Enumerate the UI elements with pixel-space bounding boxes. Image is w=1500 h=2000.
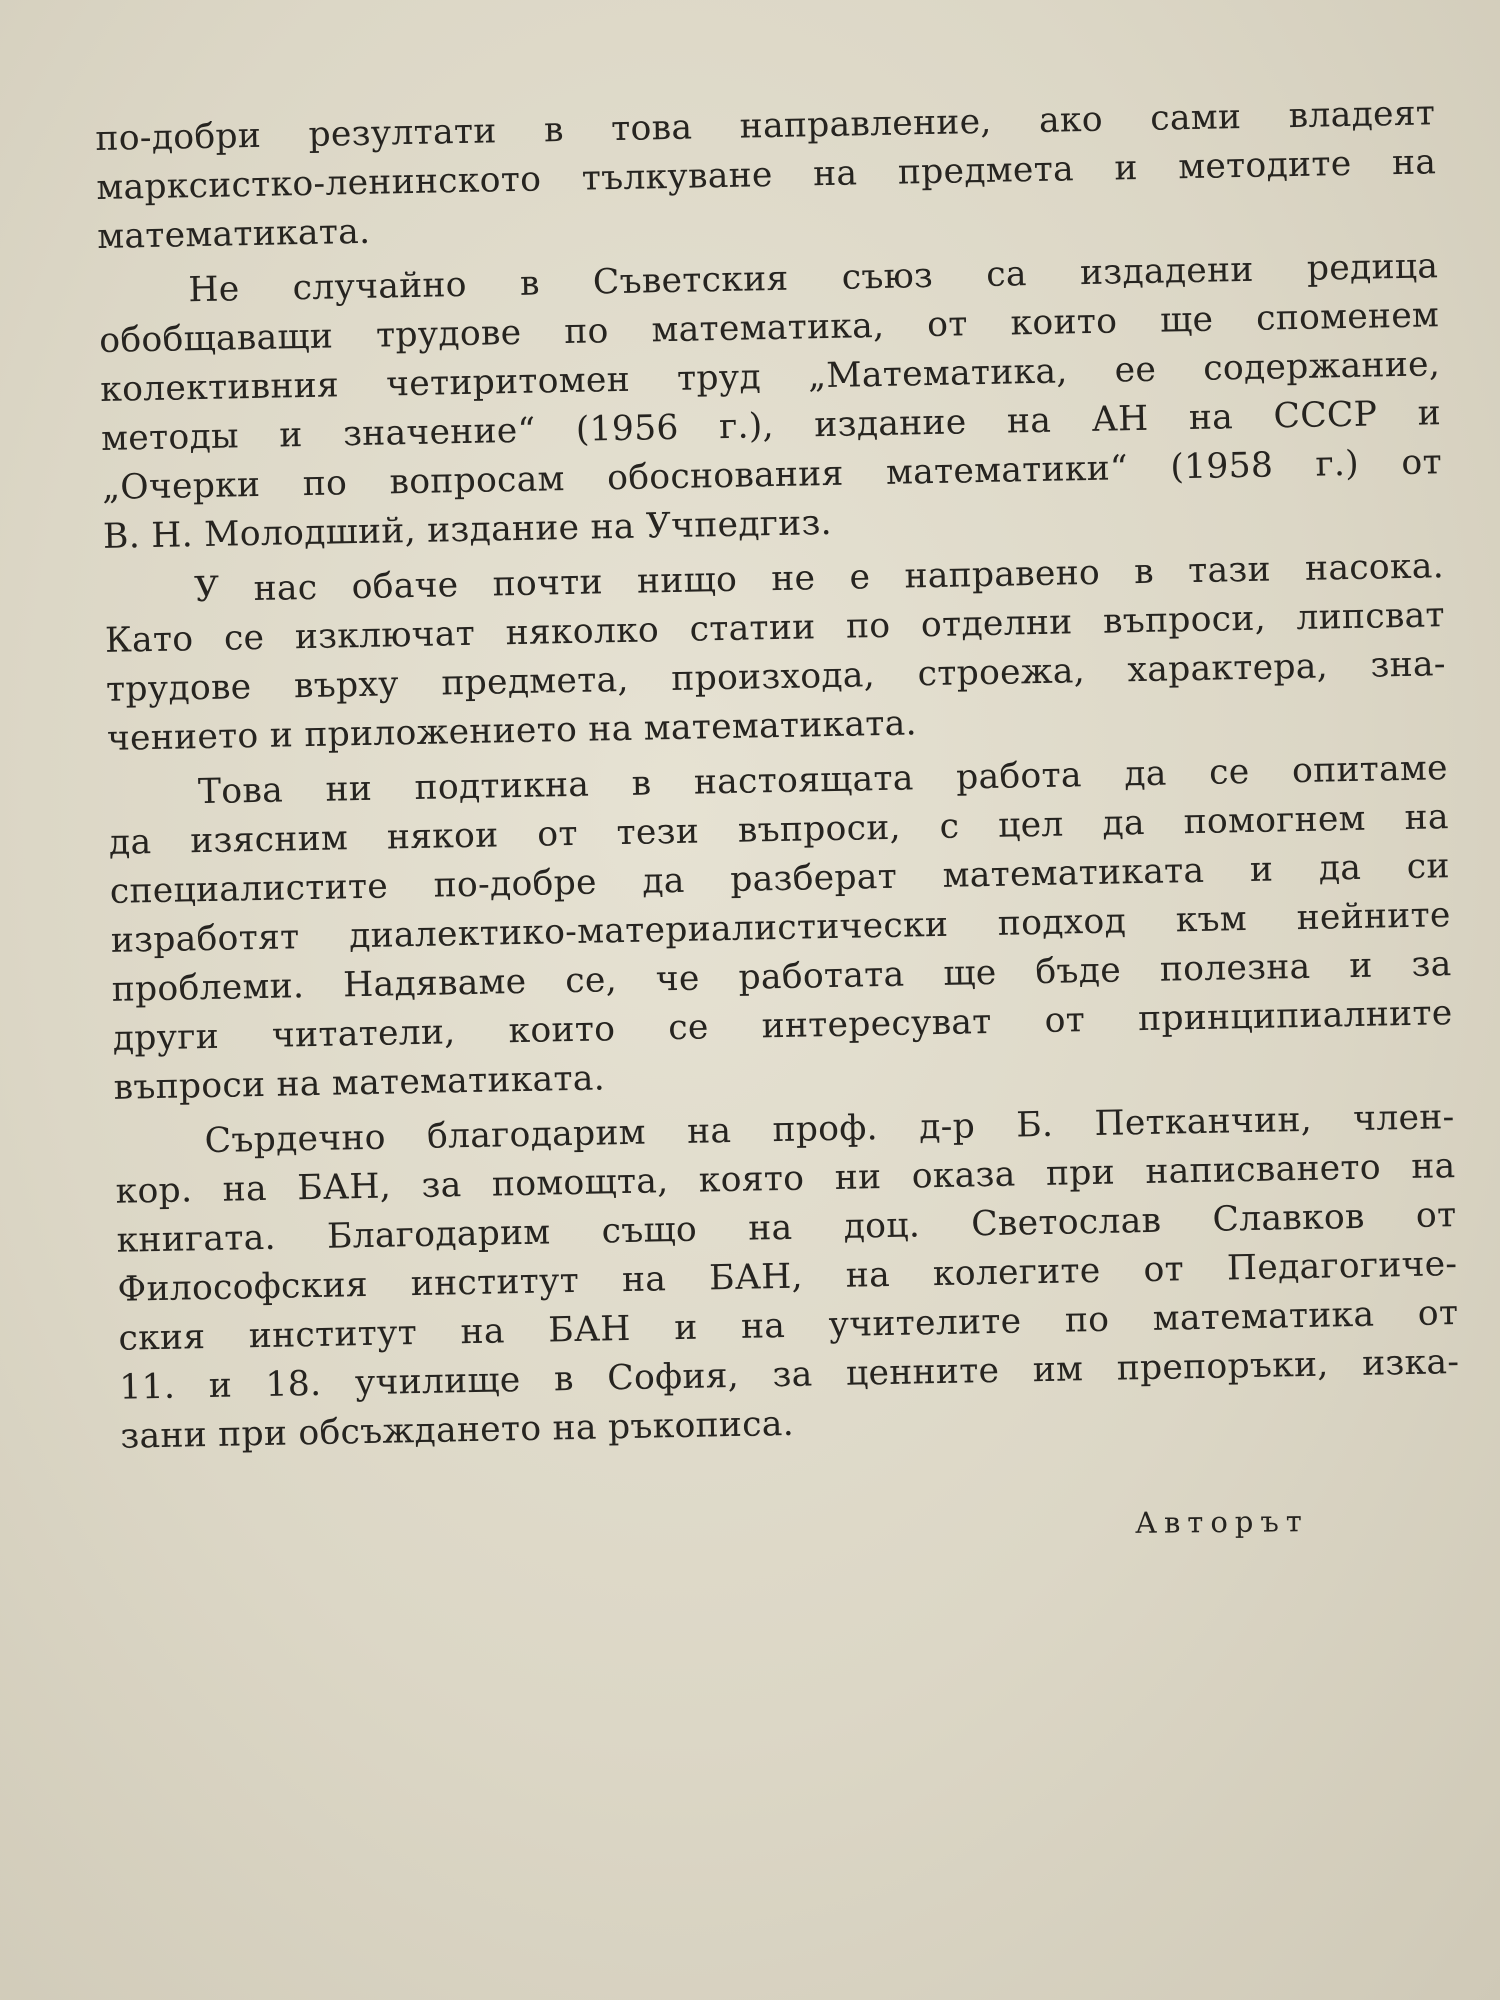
text-line: трудове върху предмета, произхода, строежа, характера, зна- (105, 644, 1447, 710)
text-line: да изясним някои от тези въпроси, с цел да помогнем на (108, 797, 1450, 863)
text-line: ския институт на БАН и на учителите по математика от (118, 1293, 1459, 1359)
paragraph-4 (108, 744, 1454, 1113)
text-line: изработят диалектико-материалистически подход към нейните (110, 895, 1451, 961)
body-text (95, 89, 1461, 1467)
text-line: по-добри резултати в това направление, ако сами владеят (95, 93, 1436, 159)
text-line: зани при обсъждането на ръкописа. (119, 1403, 795, 1457)
text-line: въпроси на математиката. (113, 1058, 606, 1108)
text-line: Това ни подтикна в настоящата работа да се опитаме (197, 748, 1449, 813)
text-line: „Очерки по вопросам обоснования математики“ (1958 г.) от (101, 442, 1443, 508)
text-line: математиката. (96, 211, 371, 257)
text-line: 11. и 18. училище в София, за ценните им препоръки, изка- (119, 1342, 1460, 1408)
text-line: проблеми. Надяваме се, че работата ще бъде полезна и за (111, 944, 1452, 1010)
text-line: В. Н. Молодший, издание на Учпедгиз. (102, 502, 833, 557)
text-line: Сърдечно благодарим на проф. д-р Б. Петканчин, член- (204, 1097, 1455, 1162)
paragraph-1 (95, 89, 1438, 262)
text-line: Философския институт на БАН, на колегите от Педагогиче- (117, 1244, 1458, 1310)
text-line: книгата. Благодарим също на доц. Светослав Славков от (116, 1195, 1457, 1261)
paragraph-2 (98, 242, 1443, 562)
text-line: колективния четиритомен труд „Математика, ее содержание, (99, 344, 1441, 410)
text-line: чението и приложението на математиката. (106, 703, 918, 759)
text-line: други читатели, които се интересуват от принципиалните (112, 993, 1453, 1059)
text-line: методы и значение“ (1956 г.), издание на АН на СССР и (100, 393, 1442, 459)
author-signature: Авторът (1134, 1504, 1310, 1540)
text-line: специалистите по-добре да разберат математиката и да си (109, 846, 1451, 912)
text-line: обобщаващи трудове по математика, от които ще споменем (98, 295, 1440, 361)
text-line: кор. на БАН, за помощта, която ни оказа при написването на (115, 1146, 1456, 1212)
paragraph-3 (104, 542, 1448, 764)
text-line: У нас обаче почти нищо не е направено в тази насока. (193, 546, 1445, 611)
text-line: Не случайно в Съветския съюз са издадени редица (187, 246, 1439, 311)
text-line: Като се изключат няколко статии по отделни въпроси, липсват (104, 595, 1446, 661)
text-line: марксистко-ленинското тълкуване на предмета и методите на (96, 142, 1437, 208)
paragraph-5 (114, 1093, 1460, 1462)
